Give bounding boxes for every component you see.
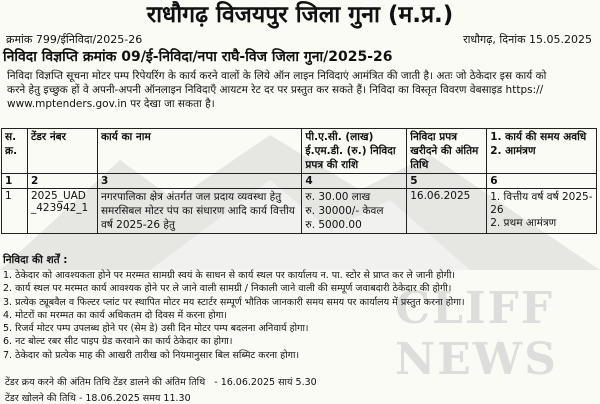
tender-date-line: [5, 375, 317, 388]
table-header-row: [2, 129, 597, 174]
col-header-sno: स. क्र.: [2, 129, 28, 174]
cell-last-date: 16.06.2025: [407, 189, 487, 234]
col-header-work: कार्य का नाम: [97, 129, 301, 174]
ref-number: क्रमांक 799/ईनिविदा/2025-26: [6, 33, 143, 46]
col-number: 5: [407, 174, 487, 189]
table-row: [2, 189, 597, 234]
col-number: 4: [302, 174, 407, 189]
notice-heading: निविदा विज्ञप्ति क्रमांक 09/ई-निविदा/नपा राघै-विज जिला गुना/2025-26: [3, 49, 393, 65]
condition-item: 3. प्रत्येक ट्यूबवैल व फिल्टर प्लांट पर स्थापित मोटर मय स्टार्टर सम्पूर्ण भौतिक जानकारी समय समय पर कार्यालय में प्रस्तुत करना होगा।: [3, 296, 465, 308]
cell-period-2: 2. प्रथम आमंत्रण: [490, 217, 557, 229]
cell-pac-emd-fee: [302, 189, 407, 234]
tender-date-label: टेंडर क्रय करने की अंतिम तिथि टेंडर डालने की अंतिम तिथि: [5, 377, 206, 388]
col-header-pac: पी.ए.सी. (लाख) ई.एम.डी. (रु.) निविदा प्रपत्र की राशि: [302, 129, 407, 174]
col-number: 3: [97, 174, 301, 189]
notice-paragraph-line-1: निविदा विज्ञप्ति सूचना मोटर पम्प रिपेयरिंग के कार्य करने वालों के लिये ऑन लाइन निविदाएं आमंत्रित की जाती है। अतः जो ठेकेदार इस कार्य को: [7, 70, 547, 82]
condition-item: 5. रिजर्व मोटर पम्प उपलब्ध होने पर (सेम डे) उसी दिन मोटर पम्प बदलना अनिवार्य होगा।: [3, 323, 309, 335]
tender-open-line: टेंडर खोलने की तिथि - 18.06.2025 समय 11.30: [5, 393, 191, 404]
notice-paragraph-line-2: करने हेतु इच्छुक हों वे अपनी-अपनी ऑनलाइन निविदाएँ आयटम रेट दर पर प्रस्तुत कर सकते हैं। निविदा का विस्तृत विवरण वेबसाइड https://: [7, 84, 544, 96]
col-header-last-date: निविदा प्रपत्र खरीदने की अंतिम तिथि: [407, 129, 487, 174]
col-header-tender: टेंडर नंबर: [27, 129, 97, 174]
condition-item: 7. ठेकेदार को प्रत्येक माह की आखरी तारीख को नियमानुसार बिल सब्मिट करना होगा।: [3, 349, 300, 361]
notice-paragraph-line-3: www.mptenders.gov.in पर देखा जा सकता है।: [7, 98, 215, 110]
page-title: राधौगढ़ विजयपुर जिला गुना (म.प्र.): [146, 2, 454, 28]
col-number: 2: [27, 174, 97, 189]
watermark-text: CLIFF NEWS: [395, 283, 558, 385]
cell-emd: रु. 30000/- केवल: [305, 205, 384, 217]
cell-sno: 1: [2, 189, 28, 234]
cell-period: [487, 189, 597, 234]
cell-period-1: 1. वित्तीय वर्ष वर्ष 2025-26: [490, 191, 593, 216]
cell-tender-number: 2025_UAD _423942_1: [27, 189, 97, 234]
tender-date-value: - 16.06.2025 सायं 5.30: [214, 377, 317, 388]
tender-table: [1, 128, 597, 234]
cell-pac: रु. 30.00 लाख: [305, 191, 371, 203]
condition-item: 4. मोटरों का मरम्मत का कार्य अधिकतम दो दिवस में करना होगा।: [3, 309, 228, 321]
col-number: 6: [487, 174, 597, 189]
place-date: राधौगढ़, दिनांक 15.05.2025: [463, 33, 592, 46]
col-header-period: 1. कार्य की समय अवधि 2. आमंत्रण: [487, 129, 597, 174]
conditions-section: [3, 253, 598, 362]
condition-item: 1. ठेकेदार को आवश्यकता होने पर मरम्मत सामग्री स्वयं के साधन से कार्य स्थल पर कार्यालय न. पा. स्टोर से प्राप्त कर ले जानी होगी।: [3, 270, 456, 281]
cell-fee: रु. 5000.00: [305, 219, 362, 231]
cell-work-name: नगरपालिका क्षेत्र अंतर्गत जल प्रदाय व्यवस्था हेतु समरसिबल मोटर पंप का संधारण आदि कार्य वित्तीय वर्ष 2025-26 हेतु: [97, 189, 301, 234]
conditions-title: निविदा की शर्तें :: [3, 254, 68, 266]
table-number-row: [2, 174, 597, 189]
col-number: 1: [2, 174, 28, 189]
condition-item: 2. कार्य स्थल पर मरम्मत कार्य आवश्यक होने पर ले जाने वाली सामग्री / निकाली जाने वाली की सम्पूर्ण जवाबदारी ठेकेदार की होगी।: [3, 283, 452, 295]
condition-item: 6. नट बोल्ट रबर सीट पाइप ग्रेड करवाने का कार्य ठेकेदार का होगा।: [3, 336, 233, 348]
